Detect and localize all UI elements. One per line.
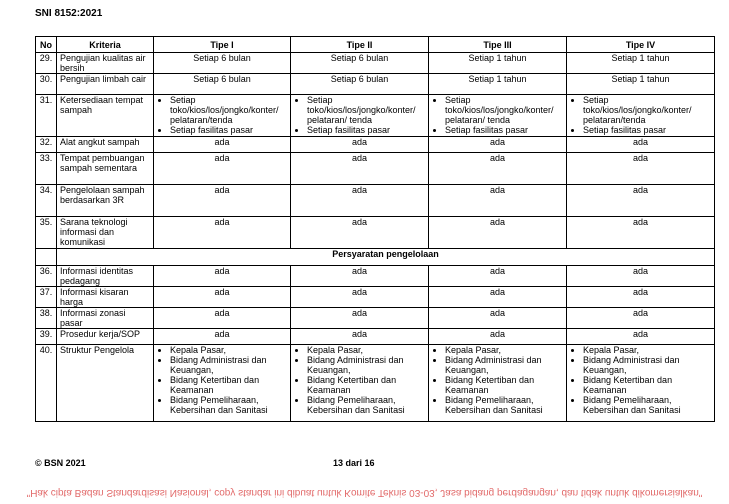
cell-tipe-1: Setiap 6 bulan xyxy=(154,53,291,74)
cell-tipe-3: ada xyxy=(429,329,567,345)
section-title: Persyaratan pengelolaan xyxy=(57,249,715,266)
cell-tipe-3: ada xyxy=(429,217,567,249)
table-header-row xyxy=(36,37,715,53)
table-row xyxy=(36,217,715,249)
cell-tipe-4 xyxy=(567,345,715,422)
list-item: • Setiap toko/kios/los/jongko/konter/ pelataran/ tenda xyxy=(307,95,425,125)
row-number: 37. xyxy=(36,287,57,308)
cell-tipe-1: ada xyxy=(154,153,291,185)
criteria-label: Pengujian limbah cair xyxy=(57,74,154,95)
criteria-label: Alat angkut sampah xyxy=(57,137,154,153)
cell-tipe-1: ada xyxy=(154,308,291,329)
column-header-kriteria: Kriteria xyxy=(57,37,154,53)
table-row xyxy=(36,95,715,137)
table-row xyxy=(36,345,715,422)
list-item: • Bidang Administrasi dan Keuangan, xyxy=(583,355,711,375)
cell-tipe-4: ada xyxy=(567,266,715,287)
list-item: • Setiap fasilitas pasar xyxy=(307,125,425,135)
copyright-watermark: "Hak cipta Badan Standardisasi Nasional, copy standar ini dibuat untuk Komite Teknis 03-03, Jasa bidang perdagangan, dan tidak untuk dikomersialkan" xyxy=(26,487,703,498)
cell-tipe-3: ada xyxy=(429,137,567,153)
cell-tipe-1: ada xyxy=(154,329,291,345)
cell-tipe-1: ada xyxy=(154,287,291,308)
cell-tipe-2: ada xyxy=(291,153,429,185)
list-item: • Bidang Pemeliharaan, Kebersihan dan Sanitasi xyxy=(170,395,287,415)
list-item: • Bidang Ketertiban dan Keamanan xyxy=(583,375,711,395)
list-item: • Bidang Pemeliharaan, Kebersihan dan Sanitasi xyxy=(307,395,425,415)
table-row xyxy=(36,287,715,308)
list-item: • Bidang Pemeliharaan, Kebersihan dan Sanitasi xyxy=(445,395,563,415)
cell-tipe-3: ada xyxy=(429,287,567,308)
criteria-label: Informasi zonasi pasar xyxy=(57,308,154,329)
document-code: SNI 8152:2021 xyxy=(35,8,103,19)
table-row xyxy=(36,329,715,345)
cell-tipe-3: Setiap 1 tahun xyxy=(429,53,567,74)
cell-tipe-2: ada xyxy=(291,287,429,308)
cell-tipe-4: Setiap 1 tahun xyxy=(567,74,715,95)
row-number: 34. xyxy=(36,185,57,217)
table-row xyxy=(36,185,715,217)
list-item: • Kepala Pasar, xyxy=(445,345,563,355)
criteria-label: Informasi kisaran harga xyxy=(57,287,154,308)
list-item: • Bidang Pemeliharaan, Kebersihan dan Sanitasi xyxy=(583,395,711,415)
row-number: 33. xyxy=(36,153,57,185)
cell-tipe-2: ada xyxy=(291,137,429,153)
row-number: 38. xyxy=(36,308,57,329)
row-number: 35. xyxy=(36,217,57,249)
table-row xyxy=(36,308,715,329)
criteria-label: Prosedur kerja/SOP xyxy=(57,329,154,345)
list-item: • Bidang Administrasi dan Keuangan, xyxy=(170,355,287,375)
list-item: • Setiap toko/kios/los/jongko/konter/ pelataran/ tenda xyxy=(445,95,563,125)
cell-tipe-4: ada xyxy=(567,329,715,345)
row-number: 40. xyxy=(36,345,57,422)
section-number-cell xyxy=(36,249,57,266)
cell-tipe-3: ada xyxy=(429,308,567,329)
cell-tipe-1: ada xyxy=(154,266,291,287)
row-number: 31. xyxy=(36,95,57,137)
cell-tipe-2: ada xyxy=(291,217,429,249)
row-number: 39. xyxy=(36,329,57,345)
cell-tipe-2: Setiap 6 bulan xyxy=(291,53,429,74)
table-row xyxy=(36,266,715,287)
column-header-no: No xyxy=(36,37,57,53)
section-row xyxy=(36,249,715,266)
list-item: • Setiap toko/kios/los/jongko/konter/ pelataran/tenda xyxy=(170,95,287,125)
cell-tipe-2 xyxy=(291,95,429,137)
cell-tipe-4: ada xyxy=(567,308,715,329)
list-item: • Bidang Ketertiban dan Keamanan xyxy=(307,375,425,395)
cell-tipe-2: ada xyxy=(291,266,429,287)
criteria-label: Tempat pembuangan sampah sementara xyxy=(57,153,154,185)
cell-tipe-2: ada xyxy=(291,329,429,345)
list-item: • Bidang Ketertiban dan Keamanan xyxy=(170,375,287,395)
criteria-label: Pengujian kualitas air bersih xyxy=(57,53,154,74)
table-row xyxy=(36,74,715,95)
cell-tipe-1: Setiap 6 bulan xyxy=(154,74,291,95)
list-item: • Setiap fasilitas pasar xyxy=(583,125,711,135)
cell-tipe-3: Setiap 1 tahun xyxy=(429,74,567,95)
row-number: 30. xyxy=(36,74,57,95)
copyright-footer: © BSN 2021 xyxy=(35,458,86,468)
cell-tipe-4: ada xyxy=(567,287,715,308)
criteria-label: Informasi identitas pedagang xyxy=(57,266,154,287)
criteria-label: Pengelolaan sampah berdasarkan 3R xyxy=(57,185,154,217)
table-row xyxy=(36,53,715,74)
criteria-label: Ketersediaan tempat sampah xyxy=(57,95,154,137)
cell-tipe-2: ada xyxy=(291,185,429,217)
list-item: • Setiap toko/kios/los/jongko/konter/ pelataran/tenda xyxy=(583,95,711,125)
list-item: • Kepala Pasar, xyxy=(583,345,711,355)
column-header-tipe-1: Tipe I xyxy=(154,37,291,53)
criteria-label: Sarana teknologi informasi dan komunikasi xyxy=(57,217,154,249)
cell-tipe-1: ada xyxy=(154,217,291,249)
cell-tipe-4: ada xyxy=(567,153,715,185)
cell-tipe-3: ada xyxy=(429,153,567,185)
list-item: • Kepala Pasar, xyxy=(170,345,287,355)
page-number: 13 dari 16 xyxy=(333,458,375,468)
column-header-tipe-2: Tipe II xyxy=(291,37,429,53)
list-item: • Bidang Ketertiban dan Keamanan xyxy=(445,375,563,395)
cell-tipe-4: ada xyxy=(567,217,715,249)
table-row xyxy=(36,137,715,153)
cell-tipe-3: ada xyxy=(429,185,567,217)
cell-tipe-3 xyxy=(429,95,567,137)
table-row xyxy=(36,153,715,185)
cell-tipe-1: ada xyxy=(154,185,291,217)
cell-tipe-1: ada xyxy=(154,137,291,153)
cell-tipe-4 xyxy=(567,95,715,137)
criteria-label: Struktur Pengelola xyxy=(57,345,154,422)
cell-tipe-2 xyxy=(291,345,429,422)
column-header-tipe-4: Tipe IV xyxy=(567,37,715,53)
column-header-tipe-3: Tipe III xyxy=(429,37,567,53)
list-item: • Setiap fasilitas pasar xyxy=(445,125,563,135)
list-item: • Kepala Pasar, xyxy=(307,345,425,355)
row-number: 36. xyxy=(36,266,57,287)
row-number: 32. xyxy=(36,137,57,153)
criteria-table xyxy=(35,36,715,422)
cell-tipe-4: ada xyxy=(567,137,715,153)
cell-tipe-3: ada xyxy=(429,266,567,287)
cell-tipe-4: Setiap 1 tahun xyxy=(567,53,715,74)
cell-tipe-4: ada xyxy=(567,185,715,217)
cell-tipe-2: Setiap 6 bulan xyxy=(291,74,429,95)
list-item: • Setiap fasilitas pasar xyxy=(170,125,287,135)
cell-tipe-1 xyxy=(154,345,291,422)
list-item: • Bidang Administrasi dan Keuangan, xyxy=(445,355,563,375)
cell-tipe-2: ada xyxy=(291,308,429,329)
cell-tipe-1 xyxy=(154,95,291,137)
cell-tipe-3 xyxy=(429,345,567,422)
row-number: 29. xyxy=(36,53,57,74)
list-item: • Bidang Administrasi dan Keuangan, xyxy=(307,355,425,375)
